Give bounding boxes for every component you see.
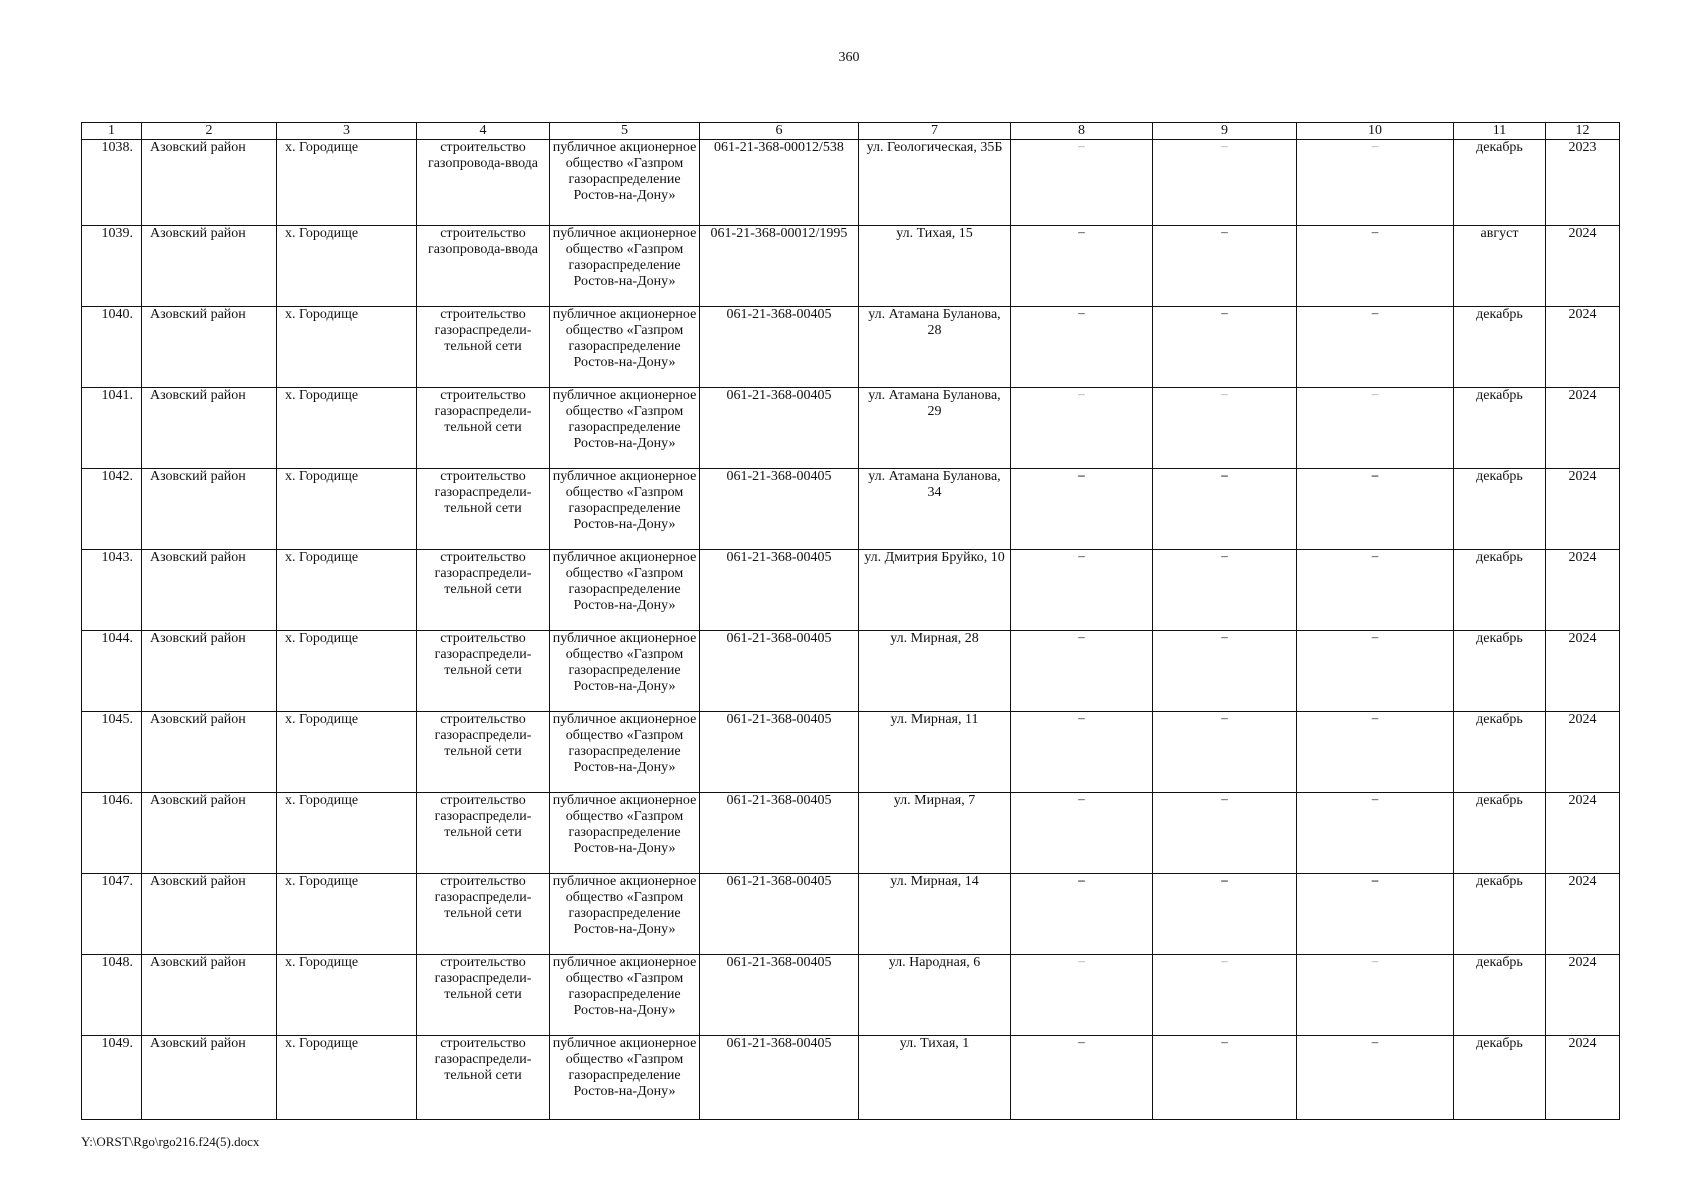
column-8-cell: [1011, 955, 1153, 1036]
address-cell: ул. Геологическая, 35Б: [859, 140, 1011, 226]
column-number-header: 2: [142, 123, 277, 140]
district-cell: Азовский район: [142, 226, 277, 307]
dash-mark: –: [1078, 630, 1085, 644]
address-cell: ул. Атамана Буланова, 29: [859, 388, 1011, 469]
dash-mark: –: [1371, 954, 1379, 968]
dash-mark: –: [1371, 873, 1379, 887]
dash-mark: –: [1371, 549, 1379, 563]
column-number-header: 4: [417, 123, 550, 140]
month-cell: декабрь: [1454, 388, 1546, 469]
registration-code-cell: 061-21-368-00405: [700, 631, 859, 712]
table-row: [82, 712, 1620, 793]
district-cell: Азовский район: [142, 469, 277, 550]
month-cell: декабрь: [1454, 712, 1546, 793]
dash-mark: –: [1221, 139, 1228, 153]
organization-cell: публичное акционерное общество «Газпром газораспределение Ростов-на-Дону»: [550, 226, 700, 307]
registration-code-cell: 061-21-368-00012/1995: [700, 226, 859, 307]
column-9-cell: [1153, 1036, 1297, 1120]
work-type-cell: строительство газораспредели-тельной сети: [417, 388, 550, 469]
registration-code-cell: 061-21-368-00405: [700, 874, 859, 955]
table-row: [82, 307, 1620, 388]
column-9-cell: [1153, 140, 1297, 226]
column-number-header: 1: [82, 123, 142, 140]
column-8-cell: [1011, 307, 1153, 388]
dash-mark: –: [1371, 1035, 1379, 1049]
dash-mark: –: [1221, 225, 1228, 239]
column-10-cell: [1297, 955, 1454, 1036]
dash-mark: –: [1221, 873, 1228, 887]
table-row: [82, 955, 1620, 1036]
dash-mark: –: [1221, 792, 1228, 806]
year-cell: 2024: [1546, 307, 1620, 388]
row-number-cell: 1047.: [82, 874, 142, 955]
organization-cell: публичное акционерное общество «Газпром газораспределение Ростов-на-Дону»: [550, 469, 700, 550]
year-cell: 2024: [1546, 550, 1620, 631]
dash-mark: –: [1078, 139, 1085, 153]
column-9-cell: [1153, 874, 1297, 955]
settlement-cell: х. Городище: [277, 140, 417, 226]
column-9-cell: [1153, 307, 1297, 388]
column-10-cell: [1297, 631, 1454, 712]
dash-mark: –: [1221, 549, 1228, 563]
dash-mark: –: [1371, 225, 1379, 239]
column-9-cell: [1153, 712, 1297, 793]
column-10-cell: [1297, 550, 1454, 631]
column-8-cell: [1011, 793, 1153, 874]
column-number-row: [82, 123, 1620, 140]
column-9-cell: [1153, 550, 1297, 631]
settlement-cell: х. Городище: [277, 469, 417, 550]
dash-mark: –: [1078, 873, 1085, 887]
dash-mark: –: [1078, 954, 1085, 968]
work-type-cell: строительство газораспредели-тельной сети: [417, 631, 550, 712]
column-number-header: 8: [1011, 123, 1153, 140]
organization-cell: публичное акционерное общество «Газпром газораспределение Ростов-на-Дону»: [550, 307, 700, 388]
table-row: [82, 550, 1620, 631]
settlement-cell: х. Городище: [277, 226, 417, 307]
dash-mark: –: [1078, 1035, 1085, 1049]
dash-mark: –: [1221, 468, 1228, 482]
year-cell: 2024: [1546, 955, 1620, 1036]
dash-mark: –: [1371, 792, 1379, 806]
table-row: [82, 874, 1620, 955]
column-10-cell: [1297, 307, 1454, 388]
year-cell: 2024: [1546, 631, 1620, 712]
dash-mark: –: [1371, 468, 1379, 482]
address-cell: ул. Мирная, 7: [859, 793, 1011, 874]
registration-code-cell: 061-21-368-00405: [700, 550, 859, 631]
address-cell: ул. Мирная, 11: [859, 712, 1011, 793]
dash-mark: –: [1078, 711, 1085, 725]
settlement-cell: х. Городище: [277, 550, 417, 631]
row-number-cell: 1046.: [82, 793, 142, 874]
dash-mark: –: [1221, 1035, 1228, 1049]
work-type-cell: строительство газопровода-ввода: [417, 226, 550, 307]
dash-mark: –: [1078, 468, 1085, 482]
dash-mark: –: [1221, 387, 1228, 401]
address-cell: ул. Тихая, 15: [859, 226, 1011, 307]
column-8-cell: [1011, 712, 1153, 793]
table-row: [82, 388, 1620, 469]
column-8-cell: [1011, 469, 1153, 550]
district-cell: Азовский район: [142, 793, 277, 874]
column-9-cell: [1153, 226, 1297, 307]
address-cell: ул. Мирная, 14: [859, 874, 1011, 955]
row-number-cell: 1040.: [82, 307, 142, 388]
settlement-cell: х. Городище: [277, 793, 417, 874]
district-cell: Азовский район: [142, 955, 277, 1036]
column-8-cell: [1011, 226, 1153, 307]
settlement-cell: х. Городище: [277, 631, 417, 712]
dash-mark: –: [1371, 711, 1379, 725]
organization-cell: публичное акционерное общество «Газпром газораспределение Ростов-на-Дону»: [550, 793, 700, 874]
table-row: [82, 631, 1620, 712]
year-cell: 2024: [1546, 874, 1620, 955]
column-10-cell: [1297, 388, 1454, 469]
district-cell: Азовский район: [142, 388, 277, 469]
table-row: [82, 793, 1620, 874]
column-9-cell: [1153, 631, 1297, 712]
dash-mark: –: [1078, 549, 1085, 563]
month-cell: декабрь: [1454, 874, 1546, 955]
row-number-cell: 1039.: [82, 226, 142, 307]
year-cell: 2023: [1546, 140, 1620, 226]
settlement-cell: х. Городище: [277, 1036, 417, 1120]
row-number-cell: 1038.: [82, 140, 142, 226]
row-number-cell: 1048.: [82, 955, 142, 1036]
organization-cell: публичное акционерное общество «Газпром газораспределение Ростов-на-Дону»: [550, 631, 700, 712]
district-cell: Азовский район: [142, 874, 277, 955]
dash-mark: –: [1078, 387, 1085, 401]
organization-cell: публичное акционерное общество «Газпром газораспределение Ростов-на-Дону»: [550, 140, 700, 226]
registration-code-cell: 061-21-368-00405: [700, 712, 859, 793]
month-cell: декабрь: [1454, 307, 1546, 388]
column-8-cell: [1011, 1036, 1153, 1120]
district-cell: Азовский район: [142, 631, 277, 712]
month-cell: декабрь: [1454, 140, 1546, 226]
registration-code-cell: 061-21-368-00405: [700, 793, 859, 874]
district-cell: Азовский район: [142, 140, 277, 226]
year-cell: 2024: [1546, 469, 1620, 550]
month-cell: декабрь: [1454, 955, 1546, 1036]
table-row: [82, 226, 1620, 307]
column-9-cell: [1153, 955, 1297, 1036]
year-cell: 2024: [1546, 793, 1620, 874]
work-type-cell: строительство газораспредели-тельной сети: [417, 955, 550, 1036]
work-type-cell: строительство газопровода-ввода: [417, 140, 550, 226]
column-8-cell: [1011, 140, 1153, 226]
dash-mark: –: [1221, 306, 1228, 320]
row-number-cell: 1049.: [82, 1036, 142, 1120]
organization-cell: публичное акционерное общество «Газпром газораспределение Ростов-на-Дону»: [550, 955, 700, 1036]
column-8-cell: [1011, 631, 1153, 712]
address-cell: ул. Атамана Буланова, 28: [859, 307, 1011, 388]
row-number-cell: 1043.: [82, 550, 142, 631]
organization-cell: публичное акционерное общество «Газпром газораспределение Ростов-на-Дону»: [550, 874, 700, 955]
column-number-header: 5: [550, 123, 700, 140]
dash-mark: –: [1221, 954, 1228, 968]
row-number-cell: 1041.: [82, 388, 142, 469]
work-type-cell: строительство газораспредели-тельной сети: [417, 1036, 550, 1120]
column-number-header: 3: [277, 123, 417, 140]
district-cell: Азовский район: [142, 1036, 277, 1120]
registration-code-cell: 061-21-368-00405: [700, 955, 859, 1036]
settlement-cell: х. Городище: [277, 307, 417, 388]
month-cell: декабрь: [1454, 469, 1546, 550]
settlement-cell: х. Городище: [277, 712, 417, 793]
column-number-header: 9: [1153, 123, 1297, 140]
work-type-cell: строительство газораспредели-тельной сети: [417, 712, 550, 793]
year-cell: 2024: [1546, 226, 1620, 307]
settlement-cell: х. Городище: [277, 874, 417, 955]
column-9-cell: [1153, 469, 1297, 550]
address-cell: ул. Тихая, 1: [859, 1036, 1011, 1120]
dash-mark: –: [1221, 630, 1228, 644]
organization-cell: публичное акционерное общество «Газпром газораспределение Ростов-на-Дону»: [550, 388, 700, 469]
dash-mark: –: [1078, 792, 1085, 806]
dash-mark: –: [1371, 387, 1379, 401]
column-10-cell: [1297, 469, 1454, 550]
table-row: [82, 469, 1620, 550]
month-cell: август: [1454, 226, 1546, 307]
register-table: [81, 122, 1620, 1120]
year-cell: 2024: [1546, 1036, 1620, 1120]
dash-mark: –: [1371, 139, 1379, 153]
column-8-cell: [1011, 874, 1153, 955]
table-row: [82, 1036, 1620, 1120]
row-number-cell: 1044.: [82, 631, 142, 712]
table-row: [82, 140, 1620, 226]
column-10-cell: [1297, 874, 1454, 955]
table-body: [82, 140, 1620, 1120]
column-10-cell: [1297, 712, 1454, 793]
address-cell: ул. Дмитрия Бруйко, 10: [859, 550, 1011, 631]
column-number-header: 10: [1297, 123, 1454, 140]
work-type-cell: строительство газораспредели-тельной сети: [417, 550, 550, 631]
address-cell: ул. Народная, 6: [859, 955, 1011, 1036]
month-cell: декабрь: [1454, 631, 1546, 712]
column-10-cell: [1297, 140, 1454, 226]
dash-mark: –: [1221, 711, 1228, 725]
month-cell: декабрь: [1454, 550, 1546, 631]
dash-mark: –: [1371, 306, 1379, 320]
month-cell: декабрь: [1454, 1036, 1546, 1120]
column-10-cell: [1297, 226, 1454, 307]
settlement-cell: х. Городище: [277, 388, 417, 469]
file-path-footer: Y:\ORST\Rgo\rgo216.f24(5).docx: [81, 1134, 260, 1149]
row-number-cell: 1042.: [82, 469, 142, 550]
organization-cell: публичное акционерное общество «Газпром газораспределение Ростов-на-Дону»: [550, 550, 700, 631]
registration-code-cell: 061-21-368-00405: [700, 469, 859, 550]
organization-cell: публичное акционерное общество «Газпром газораспределение Ростов-на-Дону»: [550, 712, 700, 793]
registration-code-cell: 061-21-368-00405: [700, 388, 859, 469]
year-cell: 2024: [1546, 388, 1620, 469]
column-number-header: 7: [859, 123, 1011, 140]
column-number-header: 11: [1454, 123, 1546, 140]
row-number-cell: 1045.: [82, 712, 142, 793]
settlement-cell: х. Городище: [277, 955, 417, 1036]
column-number-header: 12: [1546, 123, 1620, 140]
work-type-cell: строительство газораспредели-тельной сети: [417, 469, 550, 550]
column-8-cell: [1011, 550, 1153, 631]
address-cell: ул. Мирная, 28: [859, 631, 1011, 712]
dash-mark: –: [1078, 225, 1085, 239]
column-10-cell: [1297, 1036, 1454, 1120]
dash-mark: –: [1078, 306, 1085, 320]
registration-code-cell: 061-21-368-00405: [700, 307, 859, 388]
column-10-cell: [1297, 793, 1454, 874]
work-type-cell: строительство газораспредели-тельной сети: [417, 307, 550, 388]
column-9-cell: [1153, 388, 1297, 469]
registration-code-cell: 061-21-368-00405: [700, 1036, 859, 1120]
column-9-cell: [1153, 793, 1297, 874]
work-type-cell: строительство газораспредели-тельной сети: [417, 874, 550, 955]
district-cell: Азовский район: [142, 307, 277, 388]
column-number-header: 6: [700, 123, 859, 140]
year-cell: 2024: [1546, 712, 1620, 793]
month-cell: декабрь: [1454, 793, 1546, 874]
dash-mark: –: [1371, 630, 1379, 644]
column-8-cell: [1011, 388, 1153, 469]
address-cell: ул. Атамана Буланова, 34: [859, 469, 1011, 550]
district-cell: Азовский район: [142, 712, 277, 793]
registration-code-cell: 061-21-368-00012/538: [700, 140, 859, 226]
organization-cell: публичное акционерное общество «Газпром газораспределение Ростов-на-Дону»: [550, 1036, 700, 1120]
page-number: 360: [838, 50, 860, 65]
work-type-cell: строительство газораспредели-тельной сети: [417, 793, 550, 874]
district-cell: Азовский район: [142, 550, 277, 631]
